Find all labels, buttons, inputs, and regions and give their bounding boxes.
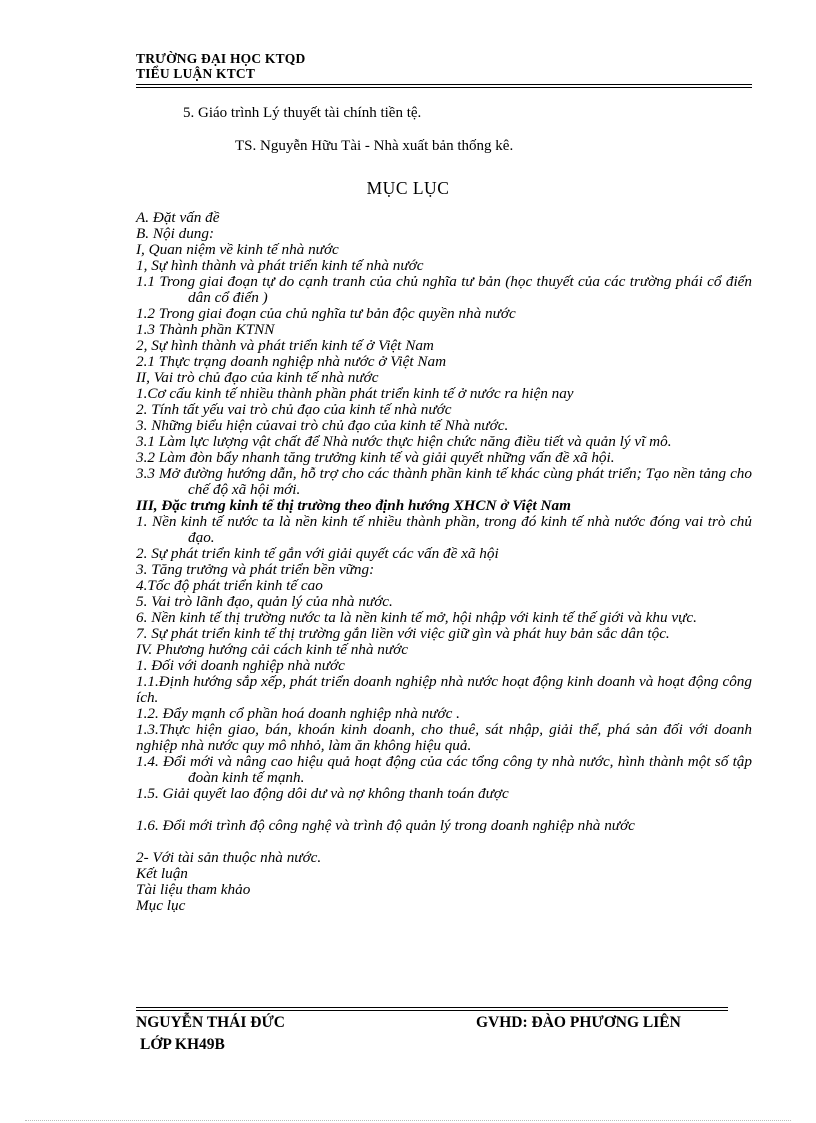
toc-item: 5. Vai trò lãnh đạo, quản lý của nhà nước. bbox=[136, 593, 393, 610]
reference-title: 5. Giáo trình Lý thuyết tài chính tiền tệ. bbox=[183, 105, 422, 121]
toc-item: 3.1 Làm lực lượng vật chất để Nhà nước thực hiện chức năng điều tiết và quản lý vĩ mô. bbox=[136, 433, 672, 450]
toc-item: 1.1.Định hướng sắp xếp, phát triển doanh nghiệp nhà nước hoạt động kinh doanh và hoạt động công ích. bbox=[136, 673, 752, 706]
toc-item: 2- Với tài sản thuộc nhà nước. bbox=[136, 849, 322, 866]
toc-item: 1.3.Thực hiện giao, bán, khoán kinh doanh, cho thuê, sát nhập, giải thể, phá sản đối với doanh nghiệp nhà nước quy mô nhhỏ, làm ăn không hiệu quả. bbox=[136, 721, 752, 754]
toc-section-heading: III, Đặc trưng kinh tế thị trường theo định hướng XHCN ở Việt Nam bbox=[136, 497, 571, 514]
toc-item: 2. Sự phát triển kinh tế gắn với giải quyết các vấn đề xã hội bbox=[136, 545, 499, 562]
toc-item: 1.1 Trong giai đoạn tự do cạnh tranh của chủ nghĩa tư bản (học thuyết của các trường phái cổ điển dân cổ điển ) bbox=[136, 273, 752, 306]
page-header bbox=[136, 51, 752, 88]
toc-item: 3. Những biểu hiện củavai trò chủ đạo của kinh tế Nhà nước. bbox=[136, 417, 509, 434]
toc-item: 1. Đối với doanh nghiệp nhà nước bbox=[136, 657, 345, 674]
toc-item: Kết luận bbox=[136, 865, 188, 882]
reference-author: TS. Nguyễn Hữu Tài - Nhà xuất bản thống kê. bbox=[235, 138, 514, 154]
class-name: LỚP KH49B bbox=[140, 1036, 225, 1053]
toc-item: B. Nội dung: bbox=[136, 225, 215, 242]
page-title: MỤC LỤC bbox=[366, 178, 450, 198]
toc-item: 3. Tăng trưởng và phát triển bền vững: bbox=[136, 561, 375, 578]
toc-item: 1, Sự hình thành và phát triển kinh tế nhà nước bbox=[136, 257, 424, 274]
toc-item: 2. Tính tất yếu vai trò chủ đạo của kinh tế nhà nước bbox=[136, 401, 452, 418]
toc-item: 1.4. Đổi mới và nâng cao hiệu quả hoạt động của các tổng công ty nhà nước, hình thành một số tập đoàn kinh tế mạnh. bbox=[136, 753, 752, 786]
toc-item: 4.Tốc độ phát triển kinh tế cao bbox=[136, 577, 323, 594]
toc-item: 1. Nền kinh tế nước ta là nền kinh tế nhiều thành phần, trong đó kinh tế nhà nước đóng vai trò chủ đạo. bbox=[136, 513, 752, 546]
toc-item: 2, Sự hình thành và phát triển kinh tế ở Việt Nam bbox=[136, 337, 434, 354]
toc-item: 1.5. Giải quyết lao động dôi dư và nợ không thanh toán được bbox=[136, 785, 509, 802]
toc-item: Mục lục bbox=[136, 897, 186, 914]
toc-item: 3.2 Làm đòn bẩy nhanh tăng trưởng kinh tế và giải quyết những vấn đề xã hội. bbox=[136, 449, 615, 466]
toc-item: 1.Cơ cấu kinh tế nhiều thành phần phát triển kinh tế ở nước ra hiện nay bbox=[136, 385, 574, 402]
toc-item: 2.1 Thực trạng doanh nghiệp nhà nước ở Việt Nam bbox=[136, 353, 447, 370]
header-rule bbox=[136, 84, 752, 88]
toc-item: IV. Phương hướng cải cách kinh tế nhà nước bbox=[136, 641, 409, 658]
toc-item: 3.3 Mở đường hướng dẫn, hỗ trợ cho các thành phần kinh tế khác cùng phát triển; Tạo nền tảng cho chế độ xã hội mới. bbox=[136, 465, 752, 498]
toc-item: 1.2. Đẩy mạnh cổ phần hoá doanh nghiệp nhà nước . bbox=[136, 705, 460, 722]
footer-rule bbox=[136, 1004, 728, 1011]
toc-item: 1.3 Thành phần KTNN bbox=[136, 321, 275, 338]
advisor-name: GVHD: ĐÀO PHƯƠNG LIÊN bbox=[476, 1014, 681, 1031]
toc-item: 7. Sự phát triển kinh tế thị trường gắn liền với việc giữ gìn và phát huy bản sắc dân tộc. bbox=[136, 625, 670, 642]
toc-item: 1.2 Trong giai đoạn của chủ nghĩa tư bản độc quyền nhà nước bbox=[136, 305, 516, 322]
university-name: TRƯỜNG ĐẠI HỌC KTQD bbox=[136, 51, 306, 66]
toc-item: II, Vai trò chủ đạo của kinh tế nhà nước bbox=[136, 369, 379, 386]
author-name: NGUYỄN THÁI ĐỨC bbox=[136, 1014, 285, 1031]
table-of-contents bbox=[136, 210, 752, 914]
toc-item: 1.6. Đổi mới trình độ công nghệ và trình độ quản lý trong doanh nghiệp nhà nước bbox=[136, 817, 635, 834]
page-edge bbox=[25, 1120, 791, 1121]
toc-item: I, Quan niệm về kinh tế nhà nước bbox=[136, 241, 339, 258]
toc-item: Tài liệu tham khảo bbox=[136, 881, 251, 898]
toc-item: A. Đặt vấn đề bbox=[136, 209, 220, 226]
document-type: TIỂU LUẬN KTCT bbox=[136, 66, 256, 81]
toc-item: 6. Nền kinh tế thị trường nước ta là nền kinh tế mở, hội nhập với kinh tế thế giới và khu vực. bbox=[136, 609, 697, 626]
